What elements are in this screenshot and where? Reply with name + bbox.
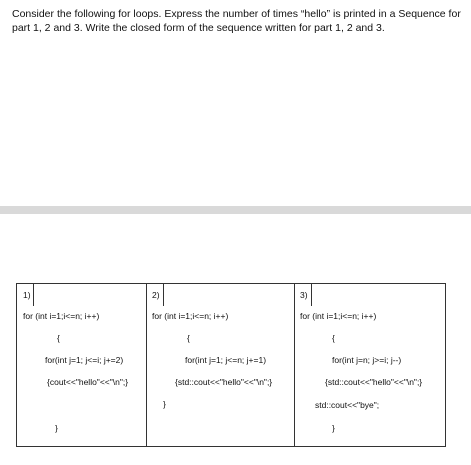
question-text: Consider the following for loops. Express the number of times “hello” is printed in a Sequence for part 1, 2 and 3. Write the closed form of the sequence written for part 1, 2 and 3. [12, 8, 461, 34]
part-1-number: 1) [23, 290, 31, 300]
part-2-open-brace: { [187, 333, 190, 343]
part-2-number: 2) [152, 290, 160, 300]
part-1-body: {cout<<"hello"<<"\n";} [47, 377, 129, 387]
part-3-outer-loop: for (int i=1;i<=n; i++) [300, 311, 377, 321]
part-3-inner-loop: for(int j=n; j>=i; j--) [332, 355, 402, 365]
part-3-number: 3) [300, 290, 308, 300]
section-divider-band [0, 206, 471, 214]
part-3-cell [295, 284, 445, 446]
part-2-number-box-edge [163, 284, 164, 306]
part-2-cell [147, 284, 294, 446]
part-1-number-box-edge [33, 284, 34, 306]
part-2-outer-loop: for (int i=1;i<=n; i++) [152, 311, 229, 321]
part-2-close-brace: } [163, 399, 166, 409]
part-1-cell [17, 284, 147, 446]
loops-table [16, 283, 446, 447]
part-1-open-brace: { [57, 333, 60, 343]
part-2-inner-loop: for(int j=1; j<=n; j+=1) [185, 355, 267, 365]
part-3-body: {std::cout<<"hello"<<"\n";} [325, 377, 423, 387]
part-1-close-brace: } [55, 423, 58, 433]
part-3-number-box-edge [311, 284, 312, 306]
part-3-close-brace: } [332, 423, 335, 433]
part-1-inner-loop: for(int j=1; j<=i; j+=2) [45, 355, 124, 365]
part-1-outer-loop: for (int i=1;i<=n; i++) [23, 311, 100, 321]
part-2-body: {std::cout<<"hello"<<"\n";} [175, 377, 273, 387]
part-3-extra-statement: std::cout<<"bye"; [315, 400, 380, 410]
part-3-open-brace: { [332, 333, 335, 343]
